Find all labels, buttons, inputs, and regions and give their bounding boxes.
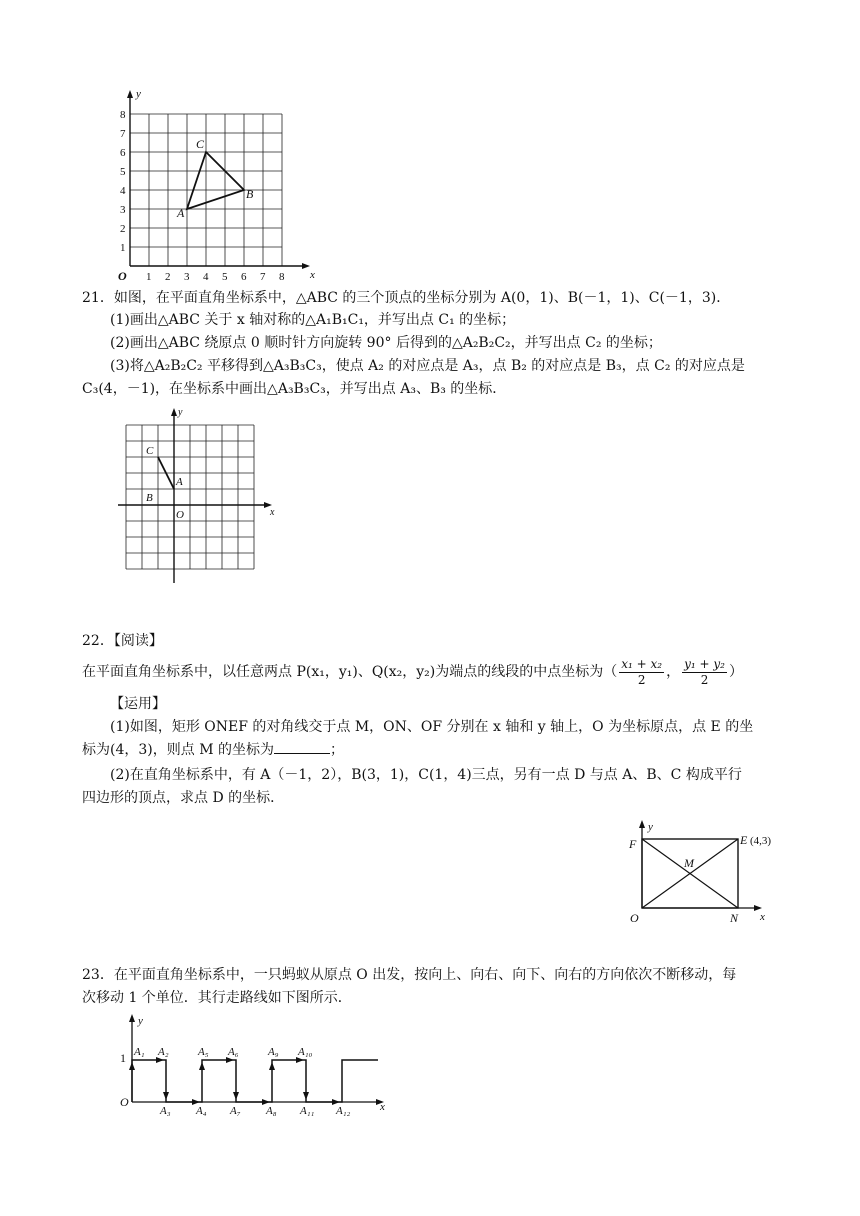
point-label-a4: A₄ [196, 1105, 207, 1117]
point-label-a11: A₁₁ [300, 1105, 315, 1117]
point-label-a5: A₅ [198, 1046, 209, 1058]
x-tick-label: 7 [260, 271, 266, 283]
answer-blank [274, 739, 330, 754]
point-label-o: O [630, 911, 639, 925]
fraction-x-numerator: x₁ + x₂ [621, 656, 663, 671]
point-label-f: F [629, 837, 637, 851]
point-e-coordinates: (4,3) [750, 835, 772, 847]
y-tick-label: 8 [120, 109, 126, 121]
x-axis-label: x [270, 507, 275, 518]
y-tick-label: 2 [120, 223, 126, 235]
path-arrows [129, 1057, 340, 1105]
point-label-e: E [740, 833, 748, 847]
q22-read-text: 在平面直角坐标系中，以任意两点 P(x₁，y₁)、Q(x₂，y₂)为端点的线段的中点坐标为（ [82, 664, 618, 680]
figure-rectangle-onef [624, 812, 794, 932]
point-label-a: A [177, 206, 185, 220]
origin-label: O [120, 1095, 129, 1109]
x-tick-labels [146, 271, 285, 283]
q22-separator: ， [666, 664, 681, 680]
x-axis-label: x [760, 911, 765, 923]
x-tick-label: 6 [241, 271, 247, 283]
y-axis-label: y [136, 88, 141, 100]
grid-lines [130, 114, 282, 266]
q21-line1 [82, 287, 730, 309]
bottom-point-labels [159, 1105, 351, 1117]
point-label-a2: A₂ [158, 1046, 169, 1058]
y-axis-arrow [171, 408, 177, 416]
point-label-a1: A₁ [134, 1046, 145, 1058]
q21-part3a: (3)将△A₂B₂C₂ 平移得到△A₃B₃C₃，使点 A₂ 的对应点是 A₃，点 B₂ 的对应点是 B₃，点 C₂ 的对应点是 [110, 358, 745, 374]
figure-q21-grid [110, 405, 290, 590]
point-label-b: B [246, 187, 254, 201]
x-axis-label: x [380, 1101, 385, 1113]
q23-line1 [82, 964, 736, 986]
fraction-x-denominator: 2 [637, 672, 646, 687]
y-axis-arrow [129, 1014, 135, 1022]
origin-label: O [176, 509, 184, 521]
q22-title [82, 630, 163, 652]
y-axis-label: y [138, 1015, 143, 1027]
fraction-y [682, 657, 727, 688]
q22-read-title: 【阅读】 [113, 633, 163, 649]
origin-label: O [118, 269, 127, 283]
figure-triangle-grid [110, 86, 330, 286]
y-tick-label: 7 [120, 128, 126, 140]
x-axis-label: x [310, 269, 315, 281]
ant-path [132, 1060, 378, 1102]
y-tick-label: 5 [120, 166, 126, 178]
y-tick-label: 1 [120, 242, 126, 254]
point-label-a8: A₈ [266, 1105, 277, 1117]
q21-number: 21． [82, 290, 114, 306]
point-label-a7: A₇ [230, 1105, 241, 1117]
q22-part1a: (1)如图，矩形 ONEF 的对角线交于点 M，ON、OF 分别在 x 轴和 y 轴上，O 为坐标原点，点 E 的坐 [110, 719, 754, 735]
q22-part1b: 标为(4，3)，则点 M 的坐标为 [82, 742, 274, 758]
triangle-abc [187, 152, 244, 209]
point-label-c: C [146, 445, 154, 457]
point-label-b: B [146, 492, 153, 504]
x-tick-label: 5 [222, 271, 228, 283]
q21-part1: (1)画出△ABC 关于 x 轴对称的△A₁B₁C₁，并写出点 C₁ 的坐标； [110, 312, 516, 328]
x-tick-label: 8 [279, 271, 285, 283]
q23-line2: 次移动 1 个单位．其行走路线如下图所示． [82, 990, 352, 1006]
fraction-x [619, 657, 664, 688]
y-tick-labels [120, 109, 126, 254]
q22-part2b: 四边形的顶点，求点 D 的坐标． [82, 790, 285, 806]
point-label-m: M [684, 856, 694, 870]
point-label-a3: A₃ [160, 1105, 171, 1117]
point-label-a10: A₁₀ [298, 1046, 313, 1058]
y-tick-label: 4 [120, 185, 126, 197]
q22-number: 22． [82, 633, 114, 649]
x-tick-label: 1 [146, 271, 152, 283]
q21-part2: (2)画出△ABC 绕原点 0 顺时针方向旋转 90° 后得到的△A₂B₂C₂，并写出点 C₂ 的坐标； [110, 335, 662, 351]
x-tick-label: 2 [165, 271, 171, 283]
x-tick-label: 3 [184, 271, 190, 283]
q23-stem: 在平面直角坐标系中，一只蚂蚁从原点 O 出发，按向上、向右、向下、向右的方向依次不断移动，每 [113, 967, 737, 983]
point-label-a: A [176, 476, 183, 488]
q22-part1b-line [82, 739, 344, 761]
point-label-n: N [730, 911, 739, 925]
y-tick-one: 1 [120, 1051, 126, 1065]
q22-close: ） [728, 664, 743, 680]
point-label-a9: A₉ [268, 1046, 279, 1058]
q22-apply-title: 【运用】 [110, 696, 166, 712]
top-point-labels [133, 1046, 313, 1058]
q23-number: 23． [82, 967, 114, 983]
y-tick-label: 3 [120, 204, 126, 216]
point-label-c: C [196, 137, 205, 151]
y-axis-arrow [639, 820, 645, 828]
q22-read-line [82, 655, 743, 689]
x-tick-label: 4 [203, 271, 209, 283]
y-tick-label: 6 [120, 147, 126, 159]
point-label-a6: A₆ [228, 1046, 239, 1058]
q21-part3b: C₃(4，－1)，在坐标系中画出△A₃B₃C₃，并写出点 A₃、B₃ 的坐标． [82, 381, 507, 397]
figure-ant-path [110, 1008, 400, 1118]
x-axis-arrow [302, 263, 310, 269]
point-label-a12: A₁₂ [336, 1105, 351, 1117]
y-axis-arrow [127, 90, 133, 98]
q22-part2a: (2)在直角坐标系中，有 A（－1，2），B(3，1)，C(1，4)三点，另有一点 D 与点 A、B、C 构成平行 [110, 767, 742, 783]
fraction-y-numerator: y₁ + y₂ [684, 656, 725, 671]
q22-part1c: ； [329, 742, 344, 758]
q21-stem: 如图，在平面直角坐标系中，△ABC 的三个顶点的坐标分别为 A(0，1)、B(－1，1)、C(－1，3)． [113, 290, 731, 306]
y-axis-label: y [178, 407, 183, 418]
fraction-y-denominator: 2 [700, 672, 709, 687]
y-axis-label: y [648, 821, 653, 833]
